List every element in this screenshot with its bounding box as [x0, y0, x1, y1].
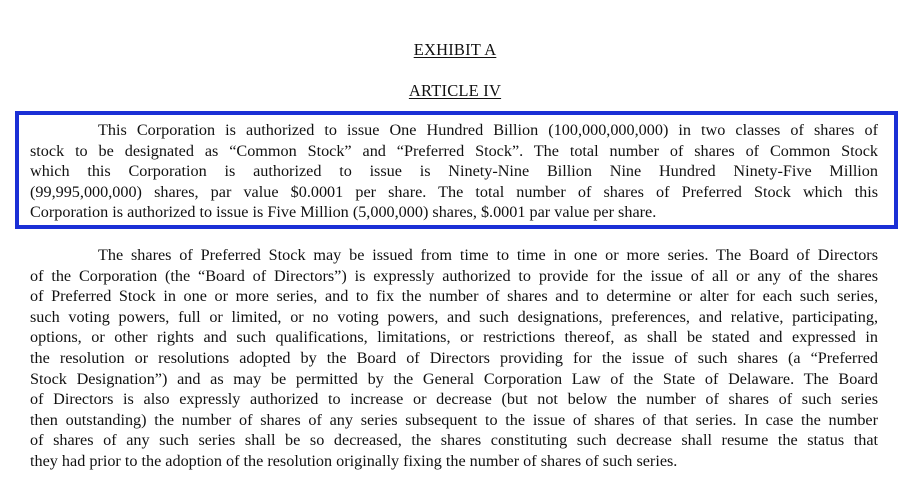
- paragraph-line: which this Corporation is authorized to issue is Ninety-Nine Billion Nine Hundred Ninety-Five Million: [30, 162, 878, 181]
- paragraph-line: of Directors is also expressly authorized to increase or decrease (but not below the number of shares of such series: [30, 390, 878, 409]
- exhibit-title: EXHIBIT A: [413, 40, 497, 59]
- paragraph-line: (99,995,000,000) shares, par value $0.0001 per share. The total number of shares of Preferred Stock which this: [30, 182, 878, 201]
- paragraph-line: such voting powers, full or limited, or no voting powers, and such designations, preferences, and relative, participating,: [30, 307, 878, 326]
- paragraph-authorized-shares: [30, 120, 878, 223]
- paragraph-line: they had prior to the adoption of the resolution originally fixing the number of shares of such series.: [30, 451, 678, 470]
- paragraph-line: then outstanding) the number of shares of any series subsequent to the issue of shares of that series. In case the number: [30, 410, 878, 429]
- paragraph-line: The shares of Preferred Stock may be issued from time to time in one or more series. The Board of Directors: [98, 246, 878, 264]
- paragraph-line: options, or other rights and such qualifications, limitations, or restrictions thereof, as shall be stated and expressed in: [30, 328, 878, 347]
- paragraph-line: of the Corporation (the “Board of Directors”) is expressly authorized to provide for the issue of all or any of the shares: [30, 266, 878, 285]
- paragraph-line: of Preferred Stock in one or more series, and to fix the number of shares and to determine or alter for each such series,: [30, 287, 878, 306]
- paragraph-line: the resolution or resolutions adopted by the Board of Directors providing for the issue of such shares (a “Preferred: [30, 348, 878, 367]
- paragraph-preferred-stock: [30, 245, 878, 472]
- paragraph-line: Corporation is authorized to issue is Five Million (5,000,000) shares, $.0001 par value per share.: [30, 203, 657, 222]
- paragraph-line: of shares of any such series shall be so decreased, the shares constituting such decrease shall resume the status that: [30, 431, 878, 450]
- paragraph-line: stock to be designated as “Common Stock” and “Preferred Stock”. The total number of shares of Common Stock: [30, 141, 878, 160]
- article-title: ARTICLE IV: [408, 81, 502, 100]
- paragraph-line: This Corporation is authorized to issue One Hundred Billion (100,000,000,000) in two classes of shares of: [98, 121, 878, 139]
- paragraph-line: Stock Designation”) and as may be permitted by the General Corporation Law of the State of Delaware. The Board: [30, 369, 878, 388]
